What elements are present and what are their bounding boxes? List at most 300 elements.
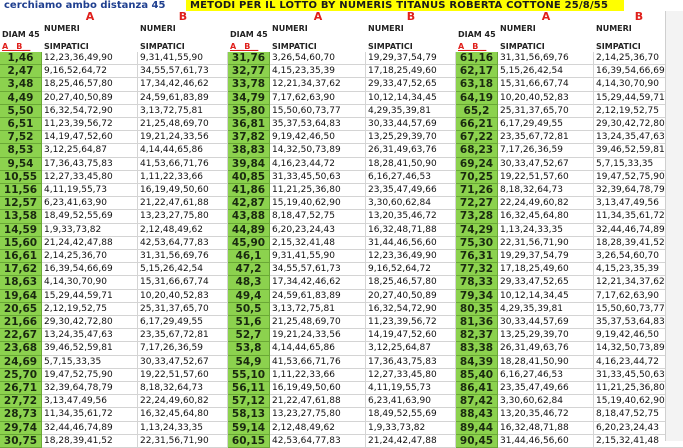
simpatici-a-cell[interactable]: 21,22,47,61,88 [270, 395, 366, 408]
simpatici-b-cell[interactable]: 20,27,40,50,89 [366, 290, 456, 303]
simpatici-a-cell[interactable]: 30,33,47,52,67 [498, 158, 594, 171]
pair-cell[interactable]: 45,90 [228, 237, 270, 250]
simpatici-b-cell[interactable]: 11,21,25,36,80 [594, 382, 683, 395]
pair-cell[interactable]: 88,43 [456, 408, 498, 421]
simpatici-a-cell[interactable]: 7,17,62,63,90 [270, 92, 366, 105]
header-diam[interactable]: DIAM 45 [2, 30, 40, 39]
simpatici-a-cell[interactable]: 4,14,44,65,86 [270, 342, 366, 355]
simpatici-b-cell[interactable]: 16,32,45,64,80 [138, 408, 228, 421]
table-row [456, 329, 683, 342]
pair-cell[interactable]: 37,82 [228, 131, 270, 144]
simpatici-a-cell[interactable]: 9,31,41,55,90 [270, 250, 366, 263]
pair-cell[interactable]: 21,66 [0, 316, 42, 329]
simpatici-a-cell[interactable]: 16,39,54,66,69 [42, 263, 138, 276]
simpatici-a-cell[interactable]: 17,18,25,49,60 [498, 263, 594, 276]
pair-cell[interactable]: 90,45 [456, 435, 498, 448]
simpatici-b-cell[interactable]: 19,47,52,75,90 [594, 171, 683, 184]
simpatici-a-cell[interactable]: 14,32,50,73,89 [270, 144, 366, 157]
simpatici-b-cell[interactable]: 18,28,41,50,90 [366, 158, 456, 171]
pair-cell[interactable]: 68,23 [456, 144, 498, 157]
simpatici-a-cell[interactable]: 19,47,52,75,90 [42, 369, 138, 382]
simpatici-a-cell[interactable]: 29,33,47,52,65 [498, 276, 594, 289]
simpatici-b-cell[interactable]: 3,30,60,62,84 [366, 197, 456, 210]
simpatici-b-cell[interactable]: 19,22,51,57,60 [138, 369, 228, 382]
pair-cell[interactable]: 8,53 [0, 144, 42, 157]
header-ab[interactable]: A__B__ [230, 42, 259, 51]
header-simpatici-a[interactable]: SIMPATICI [44, 42, 89, 51]
simpatici-a-cell[interactable]: 20,27,40,50,89 [42, 92, 138, 105]
header-diam[interactable]: DIAM 45 [230, 30, 268, 39]
pair-cell[interactable]: 52,7 [228, 329, 270, 342]
simpatici-a-cell[interactable]: 18,49,52,55,69 [42, 210, 138, 223]
pair-cell[interactable]: 69,24 [456, 158, 498, 171]
simpatici-b-cell[interactable]: 42,53,64,77,83 [138, 237, 228, 250]
simpatici-b-cell[interactable]: 1,13,24,33,35 [138, 422, 228, 435]
simpatici-a-cell[interactable]: 23,35,47,49,66 [498, 382, 594, 395]
simpatici-a-cell[interactable]: 6,23,41,63,90 [42, 197, 138, 210]
simpatici-b-cell[interactable]: 3,13,47,49,56 [594, 197, 683, 210]
pair-cell[interactable]: 83,38 [456, 342, 498, 355]
simpatici-b-cell[interactable]: 9,19,42,46,50 [594, 329, 683, 342]
pair-cell[interactable]: 40,85 [228, 171, 270, 184]
pair-cell[interactable]: 63,18 [456, 78, 498, 91]
simpatici-b-cell[interactable]: 30,33,44,57,69 [366, 118, 456, 131]
simpatici-b-cell[interactable]: 1,11,22,33,66 [138, 171, 228, 184]
pair-cell[interactable]: 64,19 [456, 92, 498, 105]
simpatici-b-cell[interactable]: 31,33,45,50,63 [594, 369, 683, 382]
simpatici-a-cell[interactable]: 13,24,35,47,63 [42, 329, 138, 342]
simpatici-b-cell[interactable]: 15,50,60,73,77 [594, 303, 683, 316]
pair-cell[interactable]: 12,57 [0, 197, 42, 210]
pair-cell[interactable]: 18,63 [0, 276, 42, 289]
simpatici-a-cell[interactable]: 31,33,45,50,63 [270, 171, 366, 184]
pair-cell[interactable]: 5,50 [0, 105, 42, 118]
simpatici-a-cell[interactable]: 3,26,54,60,70 [270, 52, 366, 65]
simpatici-a-cell[interactable]: 1,9,33,73,82 [42, 224, 138, 237]
header-b[interactable]: B [406, 10, 416, 23]
simpatici-b-cell[interactable]: 5,15,26,42,54 [138, 263, 228, 276]
simpatici-b-cell[interactable]: 13,24,35,47,63 [594, 131, 683, 144]
simpatici-a-cell[interactable]: 39,46,52,59,81 [42, 342, 138, 355]
header-numeri-a[interactable]: NUMERI [44, 24, 80, 33]
simpatici-a-cell[interactable]: 18,28,39,41,52 [42, 435, 138, 448]
pair-cell[interactable]: 66,21 [456, 118, 498, 131]
pair-cell[interactable]: 39,84 [228, 158, 270, 171]
pair-cell[interactable]: 78,33 [456, 276, 498, 289]
simpatici-b-cell[interactable]: 15,19,40,62,90 [594, 395, 683, 408]
simpatici-a-cell[interactable]: 31,44,46,56,60 [498, 435, 594, 448]
simpatici-a-cell[interactable]: 15,31,66,67,74 [498, 78, 594, 91]
simpatici-b-cell[interactable]: 2,12,19,52,75 [594, 105, 683, 118]
pair-cell[interactable]: 22,67 [0, 329, 42, 342]
simpatici-b-cell[interactable]: 18,28,39,41,52 [594, 237, 683, 250]
pair-cell[interactable]: 48,3 [228, 276, 270, 289]
pair-cell[interactable]: 15,60 [0, 237, 42, 250]
simpatici-a-cell[interactable]: 32,39,64,78,79 [42, 382, 138, 395]
pair-cell[interactable]: 58,13 [228, 408, 270, 421]
simpatici-b-cell[interactable]: 7,17,26,36,59 [138, 342, 228, 355]
header-b[interactable]: B [178, 10, 188, 23]
simpatici-a-cell[interactable]: 9,19,42,46,50 [270, 131, 366, 144]
simpatici-a-cell[interactable]: 6,20,23,24,43 [270, 224, 366, 237]
simpatici-a-cell[interactable]: 4,29,35,39,81 [498, 303, 594, 316]
simpatici-b-cell[interactable]: 39,46,52,59,81 [594, 144, 683, 157]
simpatici-b-cell[interactable]: 7,17,62,63,90 [594, 290, 683, 303]
pair-cell[interactable]: 1,46 [0, 52, 42, 65]
simpatici-a-cell[interactable]: 29,30,42,72,80 [42, 316, 138, 329]
simpatici-a-cell[interactable]: 6,16,27,46,53 [498, 369, 594, 382]
simpatici-a-cell[interactable]: 6,17,29,49,55 [498, 118, 594, 131]
pair-cell[interactable]: 16,61 [0, 250, 42, 263]
pair-cell[interactable]: 35,80 [228, 105, 270, 118]
pair-cell[interactable]: 84,39 [456, 356, 498, 369]
simpatici-b-cell[interactable]: 4,16,23,44,72 [594, 356, 683, 369]
header-numeri-a[interactable]: NUMERI [500, 24, 536, 33]
simpatici-b-cell[interactable]: 10,12,14,34,45 [366, 92, 456, 105]
simpatici-a-cell[interactable]: 34,55,57,61,73 [270, 263, 366, 276]
pair-cell[interactable]: 20,65 [0, 303, 42, 316]
pair-cell[interactable]: 9,54 [0, 158, 42, 171]
pair-cell[interactable]: 74,29 [456, 224, 498, 237]
simpatici-a-cell[interactable]: 12,21,34,37,62 [270, 78, 366, 91]
simpatici-b-cell[interactable]: 13,25,29,39,70 [366, 131, 456, 144]
simpatici-b-cell[interactable]: 4,29,35,39,81 [366, 105, 456, 118]
simpatici-b-cell[interactable]: 2,15,32,41,48 [594, 435, 683, 448]
header-a[interactable]: A [313, 10, 323, 23]
pair-cell[interactable]: 86,41 [456, 382, 498, 395]
pair-cell[interactable]: 79,34 [456, 290, 498, 303]
simpatici-b-cell[interactable]: 19,29,37,54,79 [366, 52, 456, 65]
pair-cell[interactable]: 87,42 [456, 395, 498, 408]
simpatici-a-cell[interactable]: 16,32,54,72,90 [42, 105, 138, 118]
pair-cell[interactable]: 71,26 [456, 184, 498, 197]
simpatici-a-cell[interactable]: 15,29,44,59,71 [42, 290, 138, 303]
simpatici-a-cell[interactable]: 17,34,42,46,62 [270, 276, 366, 289]
simpatici-b-cell[interactable]: 26,31,49,63,76 [366, 144, 456, 157]
simpatici-b-cell[interactable]: 14,32,50,73,89 [594, 342, 683, 355]
pair-cell[interactable]: 65,2 [456, 105, 498, 118]
pair-cell[interactable]: 24,69 [0, 356, 42, 369]
pair-cell[interactable]: 4,49 [0, 92, 42, 105]
simpatici-b-cell[interactable]: 29,30,42,72,80 [594, 118, 683, 131]
header-simpatici-a[interactable]: SIMPATICI [500, 42, 545, 51]
simpatici-b-cell[interactable]: 41,53,66,71,76 [138, 158, 228, 171]
simpatici-a-cell[interactable]: 24,59,61,83,89 [270, 290, 366, 303]
simpatici-a-cell[interactable]: 8,18,32,64,73 [498, 184, 594, 197]
simpatici-b-cell[interactable]: 21,22,47,61,88 [138, 197, 228, 210]
simpatici-a-cell[interactable]: 3,13,47,49,56 [42, 395, 138, 408]
pair-cell[interactable]: 67,22 [456, 131, 498, 144]
simpatici-b-cell[interactable]: 19,21,24,33,56 [138, 131, 228, 144]
simpatici-b-cell[interactable]: 6,23,41,63,90 [366, 395, 456, 408]
header-simpatici-a[interactable]: SIMPATICI [272, 42, 317, 51]
simpatici-a-cell[interactable]: 13,23,27,75,80 [270, 408, 366, 421]
pair-cell[interactable]: 13,58 [0, 210, 42, 223]
simpatici-b-cell[interactable]: 15,31,66,67,74 [138, 276, 228, 289]
simpatici-b-cell[interactable]: 31,44,46,56,60 [366, 237, 456, 250]
pair-cell[interactable]: 85,40 [456, 369, 498, 382]
pair-cell[interactable]: 82,37 [456, 329, 498, 342]
simpatici-a-cell[interactable]: 16,19,49,50,60 [270, 382, 366, 395]
pair-cell[interactable]: 19,64 [0, 290, 42, 303]
simpatici-b-cell[interactable]: 2,14,25,36,70 [594, 52, 683, 65]
pair-cell[interactable]: 30,75 [0, 435, 42, 448]
simpatici-b-cell[interactable]: 22,31,56,71,90 [138, 435, 228, 448]
pair-cell[interactable]: 47,2 [228, 263, 270, 276]
simpatici-b-cell[interactable]: 13,20,35,46,72 [366, 210, 456, 223]
simpatici-a-cell[interactable]: 11,34,35,61,72 [42, 408, 138, 421]
pair-cell[interactable]: 28,73 [0, 408, 42, 421]
simpatici-b-cell[interactable]: 32,39,64,78,79 [594, 184, 683, 197]
header-a[interactable]: A [85, 10, 95, 23]
pair-cell[interactable]: 34,79 [228, 92, 270, 105]
header-ab[interactable]: A__B__ [2, 42, 31, 51]
header-numeri-a[interactable]: NUMERI [272, 24, 308, 33]
simpatici-a-cell[interactable]: 2,15,32,41,48 [270, 237, 366, 250]
simpatici-b-cell[interactable]: 11,23,39,56,72 [366, 316, 456, 329]
simpatici-b-cell[interactable]: 15,29,44,59,71 [594, 92, 683, 105]
simpatici-b-cell[interactable]: 32,44,46,74,89 [594, 224, 683, 237]
simpatici-a-cell[interactable]: 5,7,15,33,35 [42, 356, 138, 369]
simpatici-a-cell[interactable]: 26,31,49,63,76 [498, 342, 594, 355]
simpatici-a-cell[interactable]: 2,14,25,36,70 [42, 250, 138, 263]
pair-cell[interactable]: 26,71 [0, 382, 42, 395]
simpatici-b-cell[interactable]: 17,34,42,46,62 [138, 78, 228, 91]
pair-cell[interactable]: 36,81 [228, 118, 270, 131]
pair-cell[interactable]: 2,47 [0, 65, 42, 78]
simpatici-a-cell[interactable]: 25,31,37,65,70 [498, 105, 594, 118]
simpatici-b-cell[interactable]: 16,32,54,72,90 [366, 303, 456, 316]
simpatici-b-cell[interactable]: 1,9,33,73,82 [366, 422, 456, 435]
pair-cell[interactable]: 10,55 [0, 171, 42, 184]
simpatici-b-cell[interactable]: 8,18,32,64,73 [138, 382, 228, 395]
header-diam[interactable]: DIAM 45 [458, 30, 496, 39]
simpatici-a-cell[interactable]: 19,29,37,54,79 [498, 250, 594, 263]
pair-cell[interactable]: 70,25 [456, 171, 498, 184]
simpatici-a-cell[interactable]: 21,24,42,47,88 [42, 237, 138, 250]
pair-cell[interactable]: 46,1 [228, 250, 270, 263]
pair-cell[interactable]: 23,68 [0, 342, 42, 355]
simpatici-b-cell[interactable]: 16,19,49,50,60 [138, 184, 228, 197]
simpatici-a-cell[interactable]: 13,20,35,46,72 [498, 408, 594, 421]
simpatici-b-cell[interactable]: 2,12,48,49,62 [138, 224, 228, 237]
pair-cell[interactable]: 43,88 [228, 210, 270, 223]
simpatici-a-cell[interactable]: 1,13,24,33,35 [498, 224, 594, 237]
simpatici-a-cell[interactable]: 31,31,56,69,76 [498, 52, 594, 65]
pair-cell[interactable]: 41,86 [228, 184, 270, 197]
pair-cell[interactable]: 3,48 [0, 78, 42, 91]
table-row [228, 224, 456, 237]
simpatici-a-cell[interactable]: 7,17,26,36,59 [498, 144, 594, 157]
pair-cell[interactable]: 60,15 [228, 435, 270, 448]
pair-cell[interactable]: 49,4 [228, 290, 270, 303]
simpatici-b-cell[interactable]: 17,36,43,75,83 [366, 356, 456, 369]
simpatici-a-cell[interactable]: 10,12,14,34,45 [498, 290, 594, 303]
simpatici-b-cell[interactable]: 18,49,52,55,69 [366, 408, 456, 421]
pair-cell[interactable]: 27,72 [0, 395, 42, 408]
simpatici-a-cell[interactable]: 3,12,25,64,87 [42, 144, 138, 157]
pair-cell[interactable]: 44,89 [228, 224, 270, 237]
simpatici-b-cell[interactable]: 34,55,57,61,73 [138, 65, 228, 78]
simpatici-a-cell[interactable]: 19,21,24,33,56 [270, 329, 366, 342]
pair-cell[interactable]: 17,62 [0, 263, 42, 276]
simpatici-b-cell[interactable]: 16,32,48,71,88 [366, 224, 456, 237]
simpatici-a-cell[interactable]: 41,53,66,71,76 [270, 356, 366, 369]
simpatici-a-cell[interactable]: 9,16,52,64,72 [42, 65, 138, 78]
simpatici-a-cell[interactable]: 12,27,33,45,80 [42, 171, 138, 184]
header-simpatici-b[interactable]: SIMPATICI [140, 42, 185, 51]
header-numeri-b[interactable]: NUMERI [368, 24, 404, 33]
simpatici-a-cell[interactable]: 14,19,47,52,60 [42, 131, 138, 144]
title-banner[interactable]: METODI PER IL LOTTO BY NUMERIS TITANUS ROBERTA COTTONE 25/8/55 [186, 0, 624, 11]
pair-cell[interactable]: 51,6 [228, 316, 270, 329]
pair-cell[interactable]: 73,28 [456, 210, 498, 223]
simpatici-b-cell[interactable]: 3,26,54,60,70 [594, 250, 683, 263]
simpatici-b-cell[interactable]: 9,16,52,64,72 [366, 263, 456, 276]
pair-cell[interactable]: 72,27 [456, 197, 498, 210]
simpatici-b-cell[interactable]: 6,20,23,24,43 [594, 422, 683, 435]
simpatici-a-cell[interactable]: 15,19,40,62,90 [270, 197, 366, 210]
simpatici-b-cell[interactable]: 4,14,44,65,86 [138, 144, 228, 157]
simpatici-b-cell[interactable]: 8,18,47,52,75 [594, 408, 683, 421]
pair-cell[interactable]: 50,5 [228, 303, 270, 316]
pair-cell[interactable]: 76,31 [456, 250, 498, 263]
simpatici-a-cell[interactable]: 19,22,51,57,60 [498, 171, 594, 184]
simpatici-a-cell[interactable]: 13,25,29,39,70 [498, 329, 594, 342]
pair-cell[interactable]: 11,56 [0, 184, 42, 197]
simpatici-a-cell[interactable]: 35,37,53,64,83 [270, 118, 366, 131]
pair-cell[interactable]: 14,59 [0, 224, 42, 237]
simpatici-b-cell[interactable]: 35,37,53,64,83 [594, 316, 683, 329]
pair-cell[interactable]: 62,17 [456, 65, 498, 78]
simpatici-b-cell[interactable]: 21,25,48,69,70 [138, 118, 228, 131]
simpatici-b-cell[interactable]: 6,16,27,46,53 [366, 171, 456, 184]
subtitle-cell[interactable]: cerchiamo ambo distanza 45 [0, 0, 186, 11]
pair-cell[interactable]: 81,36 [456, 316, 498, 329]
pair-cell[interactable]: 29,74 [0, 422, 42, 435]
pair-cell[interactable]: 57,12 [228, 395, 270, 408]
simpatici-b-cell[interactable]: 13,23,27,75,80 [138, 210, 228, 223]
simpatici-b-cell[interactable]: 18,25,46,57,80 [366, 276, 456, 289]
simpatici-b-cell[interactable]: 5,7,15,33,35 [594, 158, 683, 171]
pair-cell[interactable]: 42,87 [228, 197, 270, 210]
simpatici-b-cell[interactable]: 24,59,61,83,89 [138, 92, 228, 105]
simpatici-a-cell[interactable]: 16,32,48,71,88 [498, 422, 594, 435]
simpatici-a-cell[interactable]: 3,13,72,75,81 [270, 303, 366, 316]
header-numeri-b[interactable]: NUMERI [596, 24, 632, 33]
simpatici-b-cell[interactable]: 10,20,40,52,83 [138, 290, 228, 303]
pair-cell[interactable]: 54,9 [228, 356, 270, 369]
table-row [0, 237, 228, 250]
simpatici-a-cell[interactable]: 16,32,45,64,80 [498, 210, 594, 223]
simpatici-a-cell[interactable]: 4,15,23,35,39 [270, 65, 366, 78]
pair-cell[interactable]: 80,35 [456, 303, 498, 316]
pair-cell[interactable]: 25,70 [0, 369, 42, 382]
simpatici-a-cell[interactable]: 42,53,64,77,83 [270, 435, 366, 448]
simpatici-a-cell[interactable]: 2,12,19,52,75 [42, 303, 138, 316]
simpatici-a-cell[interactable]: 10,20,40,52,83 [498, 92, 594, 105]
pair-cell[interactable]: 89,44 [456, 422, 498, 435]
pair-cell[interactable]: 38,83 [228, 144, 270, 157]
header-ab[interactable]: A__B__ [458, 42, 487, 51]
simpatici-b-cell[interactable]: 12,23,36,49,90 [366, 250, 456, 263]
simpatici-a-cell[interactable]: 12,23,36,49,90 [42, 52, 138, 65]
simpatici-b-cell[interactable]: 3,13,72,75,81 [138, 105, 228, 118]
simpatici-a-cell[interactable]: 2,12,48,49,62 [270, 422, 366, 435]
simpatici-a-cell[interactable]: 23,35,67,72,81 [498, 131, 594, 144]
simpatici-a-cell[interactable]: 4,14,30,70,90 [42, 276, 138, 289]
simpatici-b-cell[interactable]: 17,18,25,49,60 [366, 65, 456, 78]
simpatici-b-cell[interactable]: 31,31,56,69,76 [138, 250, 228, 263]
pair-cell[interactable]: 6,51 [0, 118, 42, 131]
simpatici-b-cell[interactable]: 12,21,34,37,62 [594, 276, 683, 289]
pair-cell[interactable]: 32,77 [228, 65, 270, 78]
pair-cell[interactable]: 33,78 [228, 78, 270, 91]
pair-cell[interactable]: 59,14 [228, 422, 270, 435]
pair-cell[interactable]: 31,76 [228, 52, 270, 65]
simpatici-b-cell[interactable]: 3,12,25,64,87 [366, 342, 456, 355]
simpatici-a-cell[interactable]: 1,11,22,33,66 [270, 369, 366, 382]
simpatici-b-cell[interactable]: 14,19,47,52,60 [366, 329, 456, 342]
simpatici-a-cell[interactable]: 3,30,60,62,84 [498, 395, 594, 408]
simpatici-b-cell[interactable]: 21,24,42,47,88 [366, 435, 456, 448]
header-simpatici-b[interactable]: SIMPATICI [596, 42, 641, 51]
simpatici-b-cell[interactable]: 6,17,29,49,55 [138, 316, 228, 329]
simpatici-a-cell[interactable]: 15,50,60,73,77 [270, 105, 366, 118]
header-numeri-b[interactable]: NUMERI [140, 24, 176, 33]
simpatici-a-cell[interactable]: 8,18,47,52,75 [270, 210, 366, 223]
simpatici-b-cell[interactable]: 11,34,35,61,72 [594, 210, 683, 223]
simpatici-a-cell[interactable]: 21,25,48,69,70 [270, 316, 366, 329]
simpatici-a-cell[interactable]: 22,24,49,60,82 [498, 197, 594, 210]
pair-cell[interactable]: 61,16 [456, 52, 498, 65]
simpatici-a-cell[interactable]: 4,16,23,44,72 [270, 158, 366, 171]
simpatici-a-cell[interactable]: 17,36,43,75,83 [42, 158, 138, 171]
empty-cell[interactable] [624, 0, 683, 11]
pair-cell[interactable]: 53,8 [228, 342, 270, 355]
pair-cell[interactable]: 75,30 [456, 237, 498, 250]
simpatici-a-cell[interactable]: 32,44,46,74,89 [42, 422, 138, 435]
simpatici-b-cell[interactable]: 4,11,19,55,73 [366, 382, 456, 395]
header-simpatici-b[interactable]: SIMPATICI [368, 42, 413, 51]
simpatici-a-cell[interactable]: 11,21,25,36,80 [270, 184, 366, 197]
header-b[interactable]: B [634, 10, 644, 23]
simpatici-b-cell[interactable]: 29,33,47,52,65 [366, 78, 456, 91]
simpatici-a-cell[interactable]: 4,11,19,55,73 [42, 184, 138, 197]
simpatici-b-cell[interactable]: 16,39,54,66,69 [594, 65, 683, 78]
simpatici-a-cell[interactable]: 18,25,46,57,80 [42, 78, 138, 91]
simpatici-b-cell[interactable]: 23,35,47,49,66 [366, 184, 456, 197]
pair-cell[interactable]: 55,10 [228, 369, 270, 382]
simpatici-b-cell[interactable]: 9,31,41,55,90 [138, 52, 228, 65]
simpatici-a-cell[interactable]: 11,23,39,56,72 [42, 118, 138, 131]
simpatici-a-cell[interactable]: 30,33,44,57,69 [498, 316, 594, 329]
simpatici-b-cell[interactable]: 12,27,33,45,80 [366, 369, 456, 382]
simpatici-b-cell[interactable]: 4,15,23,35,39 [594, 263, 683, 276]
simpatici-a-cell[interactable]: 5,15,26,42,54 [498, 65, 594, 78]
simpatici-a-cell[interactable]: 18,28,41,50,90 [498, 356, 594, 369]
simpatici-b-cell[interactable]: 22,24,49,60,82 [138, 395, 228, 408]
pair-cell[interactable]: 56,11 [228, 382, 270, 395]
simpatici-b-cell[interactable]: 23,35,67,72,81 [138, 329, 228, 342]
pair-cell[interactable]: 77,32 [456, 263, 498, 276]
simpatici-b-cell[interactable]: 4,14,30,70,90 [594, 78, 683, 91]
simpatici-b-cell[interactable]: 30,33,47,52,67 [138, 356, 228, 369]
pair-cell[interactable]: 7,52 [0, 131, 42, 144]
simpatici-a-cell[interactable]: 22,31,56,71,90 [498, 237, 594, 250]
header-a[interactable]: A [541, 10, 551, 23]
simpatici-b-cell[interactable]: 25,31,37,65,70 [138, 303, 228, 316]
